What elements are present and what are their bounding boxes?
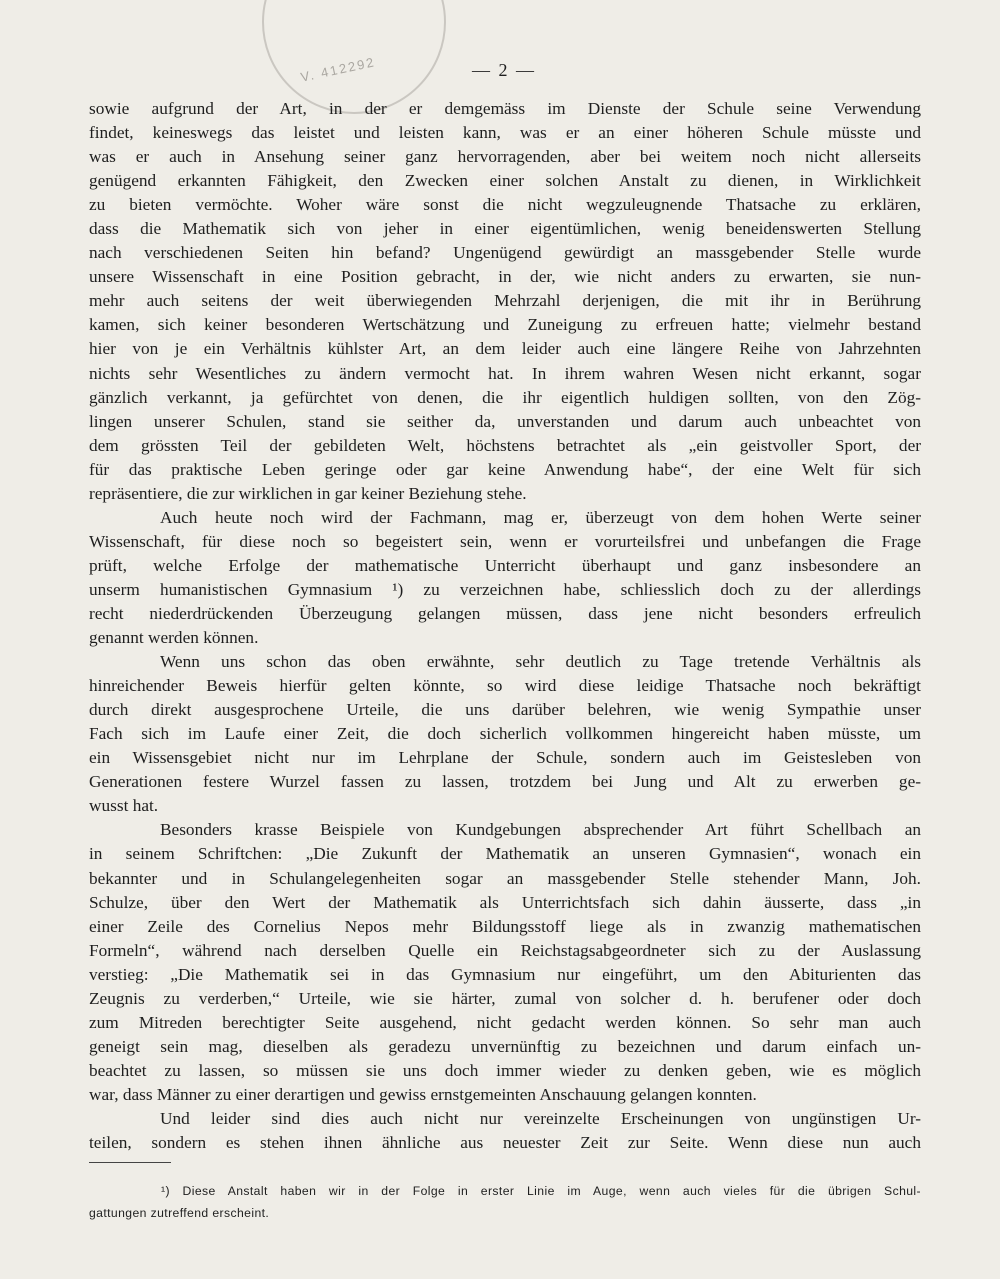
text-line: Wissenschaft, für diese noch so begeistert sein, wenn er vorurteilsfrei und unbefangen die Frage	[89, 531, 921, 551]
text-line: unsere Wissenschaft in eine Position gebracht, in der, wie nicht anders zu erwarten, sie nun-	[89, 267, 921, 287]
text-line: dem grössten Teil der gebildeten Welt, höchstens betrachtet als „ein geistvoller Sport, der	[89, 435, 921, 455]
text-line: repräsentiere, die zur wirklichen in gar keiner Beziehung stehe.	[89, 483, 527, 503]
text-line: recht niederdrückenden Überzeugung gelangen müssen, dass jene nicht besonders erfreulich	[89, 603, 921, 623]
page-number: — 2 —	[472, 60, 536, 80]
text-line: genannt werden können.	[89, 628, 259, 648]
text-line: hinreichender Beweis hierfür gelten könnte, so wird diese leidige Thatsache noch bekräftigt	[89, 676, 921, 696]
text-line: einer Zeile des Cornelius Nepos mehr Bildungsstoff liege als in zwanzig mathematischen	[89, 916, 921, 936]
text-line: mehr auch seitens der weit überwiegenden Mehrzahl derjenigen, die mit ihr in Berührung	[89, 291, 921, 311]
text-line: findet, keineswegs das leistet und leisten kann, was er an einer höheren Schule müsste und	[89, 123, 921, 143]
text-line: kamen, sich keiner besonderen Wertschätzung und Zuneigung zu erfreuen hatte; vielmehr bestand	[89, 315, 921, 335]
text-line: sowie aufgrund der Art, in der er demgemäss im Dienste der Schule seine Verwendung	[89, 99, 921, 118]
text-line: hier von je ein Verhältnis kühlster Art, an dem leider auch eine längere Reihe von Jahrzehnten	[89, 339, 921, 359]
text-line: Wenn uns schon das oben erwähnte, sehr deutlich zu Tage tretende Verhältnis als	[160, 652, 921, 672]
text-line: lingen unserer Schulen, stand sie seither da, unverstanden und darum auch unbeachtet von	[89, 411, 921, 431]
text-line: teilen, sondern es stehen ihnen ähnliche aus neuester Zeit zur Seite. Wenn diese nun auch	[89, 1133, 921, 1153]
footnote-line: gattungen zutreffend erscheint.	[89, 1206, 270, 1220]
text-line: Besonders krasse Beispiele von Kundgebungen absprechender Art führt Schellbach an	[160, 820, 921, 840]
text-line: Generationen festere Wurzel fassen zu lassen, trotzdem bei Jung und Alt zu erwerben ge-	[89, 772, 921, 792]
text-line: nichts sehr Wesentliches zu ändern vermocht hat. In ihrem wahren Wesen nicht erkannt, sogar	[89, 363, 921, 383]
text-line: prüft, welche Erfolge der mathematische Unterricht überhaupt und ganz insbesondere an	[89, 555, 921, 575]
text-line: bekannter und in Schulangelegenheiten sogar an massgebender Stelle stehender Mann, Joh.	[89, 868, 921, 888]
body-text	[89, 97, 921, 1155]
text-line: zum Mitreden berechtigter Seite ausgehend, nicht gedacht werden können. So sehr man auch	[89, 1012, 921, 1032]
text-line: beachtet zu lassen, so müssen sie uns doch immer wieder zu denken geben, wie es möglich	[89, 1060, 921, 1080]
library-stamp-text: V. 412292	[299, 54, 377, 85]
text-line: Und leider sind dies auch nicht nur vereinzelte Erscheinungen von ungünstigen Ur-	[160, 1108, 921, 1128]
footnote-rule	[89, 1162, 171, 1163]
text-line: Formeln“, während nach derselben Quelle ein Reichstagsabgeordneter sich zu der Auslassung	[89, 940, 921, 960]
text-line: was er auch in Ansehung seiner ganz hervorragenden, aber bei weitem noch nicht allerseits	[89, 147, 921, 167]
text-line: war, dass Männer zu einer derartigen und gewiss ernstgemeinten Anschauung gelangen konnten.	[89, 1084, 757, 1104]
text-line: geneigt sein mag, dieselben als geradezu unvernünftig zu bezeichnen und darum einfach un-	[89, 1036, 921, 1056]
text-line: genügend erkannten Fähigkeit, den Zwecken einer solchen Anstalt zu dienen, in Wirklichkeit	[89, 171, 921, 191]
text-line: durch direkt ausgesprochene Urteile, die uns darüber belehren, wie wenig Sympathie unser	[89, 700, 921, 720]
text-line: Auch heute noch wird der Fachmann, mag er, überzeugt von dem hohen Werte seiner	[160, 507, 921, 527]
text-line: Fach sich im Laufe einer Zeit, die doch sicherlich vollkommen hingereicht haben müsste, um	[89, 724, 921, 744]
text-line: verstieg: „Die Mathematik sei in das Gymnasium nur eingeführt, um den Abiturienten das	[89, 964, 921, 984]
text-line: gänzlich verkannt, ja gefürchtet von denen, die ihr eigentlich huldigen sollten, von den Zög-	[89, 387, 921, 407]
text-line: für das praktische Leben geringe oder gar keine Anwendung habe“, der eine Welt für sich	[89, 459, 921, 479]
footnote	[89, 1180, 921, 1224]
text-line: Zeugnis zu verderben,“ Urteile, wie sie härter, zumal von solcher d. h. berufener oder doch	[89, 988, 921, 1008]
text-line: wusst hat.	[89, 796, 159, 816]
footnote-line: ¹) Diese Anstalt haben wir in der Folge in erster Linie im Auge, wenn auch vieles für die übrigen Schul-	[161, 1184, 921, 1198]
text-line: nach verschiedenen Seiten hin befand? Ungenügend gewürdigt an massgebender Stelle wurde	[89, 243, 921, 263]
text-line: ein Wissensgebiet nicht nur im Lehrplane der Schule, sondern auch im Geistesleben von	[89, 748, 921, 768]
text-line: unserm humanistischen Gymnasium ¹) zu verzeichnen habe, schliesslich doch zu der allerdings	[89, 579, 921, 599]
text-line: in seinem Schriftchen: „Die Zukunft der Mathematik an unseren Gymnasien“, wonach ein	[89, 844, 921, 864]
text-line: dass die Mathematik sich von jeher in einer eigentümlichen, wenig beneidenswerten Stellung	[89, 219, 921, 239]
text-line: zu bieten vermöchte. Woher wäre sonst die nicht wegzuleugnende Thatsache zu erklären,	[89, 195, 921, 215]
text-line: Schulze, über den Wert der Mathematik als Unterrichtsfach sich dahin äusserte, dass „in	[89, 892, 921, 912]
